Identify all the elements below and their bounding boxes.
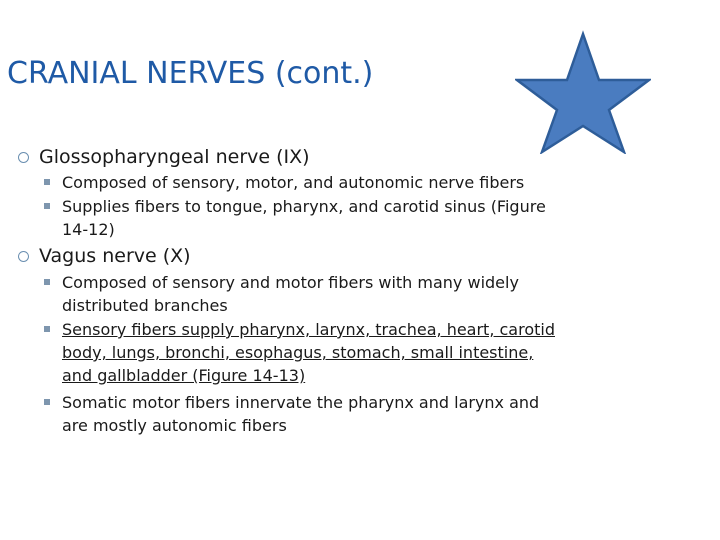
square-bullet-icon <box>44 179 50 185</box>
sub-list-item-text: Supplies fibers to tongue, pharynx, and carotid sinus (Figure 14-12) <box>62 197 546 239</box>
sub-list-item-text: Composed of sensory, motor, and autonomic nerve fibers <box>62 173 525 192</box>
square-bullet-icon <box>44 279 50 285</box>
sub-list-item <box>44 391 564 437</box>
square-bullet-icon <box>44 399 50 405</box>
sub-list-item-text: Composed of sensory and motor fibers with many widely distributed branches <box>62 273 519 315</box>
list-item-heading: Glossopharyngeal nerve (IX) <box>39 146 310 168</box>
sub-list-item <box>44 318 564 387</box>
list-item-heading: Vagus nerve (X) <box>39 245 191 267</box>
sub-list-item <box>44 195 564 241</box>
slide-title: CRANIAL NERVES (cont.) <box>7 56 374 91</box>
square-bullet-icon <box>44 326 50 332</box>
sub-list-item-text: Sensory fibers supply pharynx, larynx, trachea, heart, carotid body, lungs, bronchi, esophagus, stomach, small intestine, and gallbladder (Figure 14-13) <box>62 320 555 385</box>
square-bullet-icon <box>44 203 50 209</box>
sub-list-item <box>44 171 564 194</box>
sub-list-item <box>44 271 564 317</box>
sub-list-item-text: Somatic motor fibers innervate the pharynx and larynx and are mostly autonomic fibers <box>62 393 540 435</box>
hollow-circle-bullet-icon <box>18 152 29 163</box>
hollow-circle-bullet-icon <box>18 251 29 262</box>
